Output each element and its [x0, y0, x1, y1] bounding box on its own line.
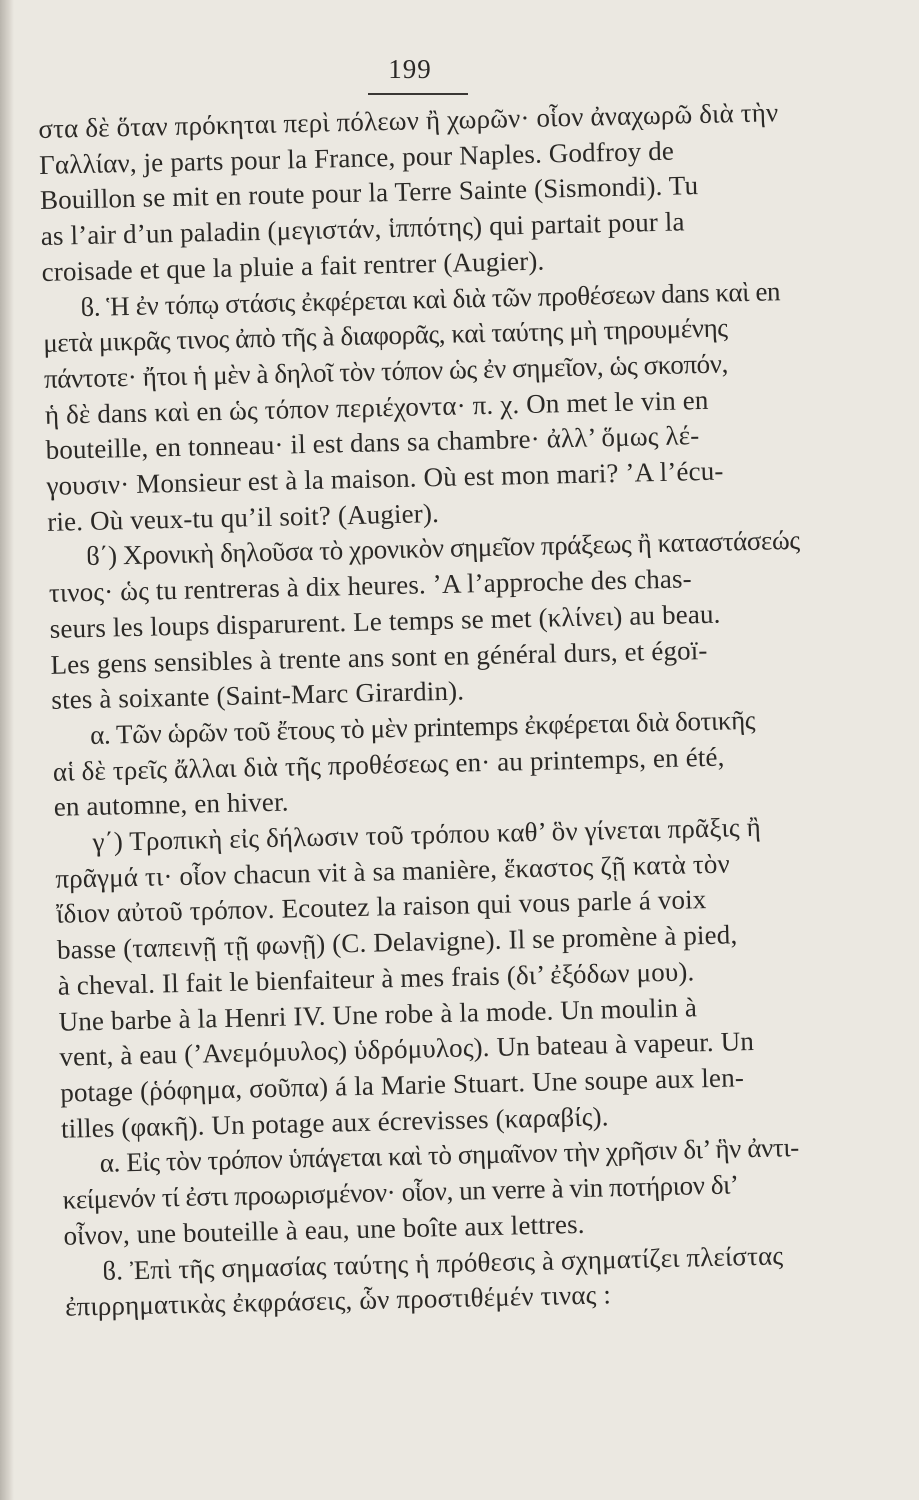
- text-line: Les gens sensibles à trente ans sont en général durs, et égoï-: [50, 634, 708, 680]
- text-line: basse (ταπεινῇ τῇ φωνῇ) (C. Delavigne). Il se promène à pied,: [56, 919, 738, 965]
- text-line: tilles (φακῆ). Un potage aux écrevisses (καραβίς).: [60, 1101, 609, 1144]
- text-line: α. Τῶν ὡρῶν τοῦ ἔτους τὸ μὲν printemps ἐκφέρεται διὰ δοτικῆς: [89, 704, 756, 750]
- text-line: potage (ῥόφημα, σοῦπα) á la Marie Stuart. Une soupe aux len-: [59, 1062, 745, 1108]
- text-line: ἡ δὲ dans καὶ en ὡς τόπον περιέχοντα· π. χ. On met le vin en: [44, 384, 709, 430]
- text-line: à cheval. Il fait le bienfaiteur à mes frais (δι’ ἐξόδων μου).: [57, 956, 695, 1001]
- text-line: κείμενόν τί ἐστι προωρισμένον· οἷον, un verre à vin ποτήριον δι’: [62, 1169, 739, 1215]
- text-line: Une barbe à la Henri IV. Une robe à la mode. Un moulin à: [58, 991, 698, 1037]
- text-line: αἱ δὲ τρεῖς ἄλλαι διὰ τῆς προθέσεως en· au printemps, en été,: [52, 741, 725, 787]
- body-text: [38, 94, 855, 1326]
- text-line: ϐ. Ἐπὶ τῆς σημασίας ταύτης ἡ πρόθεσις à σχηματίζει πλείστας: [101, 1239, 784, 1286]
- text-line: Γαλλίαν, je parts pour la France, pour Naples. Godfroy de: [38, 135, 675, 180]
- text-line: ἐπιρρηματικὰς ἐκφράσεις, ὧν προστιθέμέν τινας :: [64, 1279, 612, 1322]
- text-line: ϐ. Ἡ ἐν τόπῳ στάσις ἐκφέρεται καὶ διὰ τῶν προθέσεων dans καὶ en: [80, 275, 781, 322]
- text-line: as l’air d’un paladin (μεγιστάν, ἱππότης) qui partait pour la: [40, 206, 685, 252]
- text-line: μετὰ μικρᾶς τινος ἀπὸ τῆς à διαφορᾶς, καὶ ταύτης μὴ τηρουμένης: [42, 312, 728, 359]
- text-line: γ΄) Τροπικὴ εἰς δήλωσιν τοῦ τρόπου καθ’ ὃν γίνεται πρᾶξις ἢ: [92, 811, 762, 858]
- text-line: στα δὲ ὅταν πρόκηται περὶ πόλεων ἢ χωρῶν· οἷον ἀναχωρῶ διὰ τὴν: [38, 97, 779, 144]
- text-line: α. Εἰς τὸν τρόπον ὑπάγεται καὶ τὸ σημαῖνον τὴν χρῆσιν δι’ ἣν ἀντι-: [99, 1132, 800, 1179]
- text-line: τινος· ὡς tu rentreras à dix heures. ’A l’approche des chas-: [48, 563, 693, 609]
- text-line: Bouillon se mit en route pour la Terre Sainte (Sismondi). Tu: [39, 170, 699, 216]
- text-line: πάντοτε· ἤτοι ἡ μὲν à δηλοῖ τὸν τόπον ὡς ἐν σημεῖον, ὡς σκοπόν,: [43, 348, 729, 394]
- text-line: vent, à eau (’Ανεμόμυλος) ὑδρόμυλος). Un bateau à vapeur. Un: [59, 1026, 755, 1073]
- text-line: croisade et que la pluie a fait rentrer (Augier).: [41, 245, 545, 287]
- page-number: 199: [388, 54, 432, 84]
- text-line: οἶνον, une bouteille à eau, une boîte aux lettres.: [63, 1208, 585, 1251]
- text-line: πρᾶγμά τι· οἷον chacun vit à sa manière, ἕκαστος ζῇ κατὰ τὸν: [55, 848, 731, 894]
- text-line: ἴδιον αὐτοῦ τρόπον. Ecoutez la raison qui vous parle á voix: [55, 884, 707, 930]
- text-line: ϐ΄) Χρονικὴ δηλοῦσα τὸ χρονικὸν σημεῖον πράξεως ἢ καταστάσεώς: [85, 525, 800, 572]
- text-line: stes à soixante (Saint-Marc Girardin).: [51, 675, 465, 716]
- text-line: en automne, en hiver.: [53, 786, 289, 823]
- text-line: rie. Où veux-tu qu’il soit? (Augier).: [46, 497, 440, 537]
- header-rule: [368, 93, 468, 95]
- text-line: seurs les loups disparurent. Le temps se met (κλίνει) au beau.: [49, 598, 721, 644]
- text-line: bouteille, en tonneau· il est dans sa chambre· ἀλλ’ ὅμως λέ-: [45, 420, 700, 466]
- text-line: γουσιν· Monsieur est à la maison. Où est mon mari? ’A l’écu-: [46, 455, 724, 501]
- page-edge-shadow: [0, 0, 14, 1500]
